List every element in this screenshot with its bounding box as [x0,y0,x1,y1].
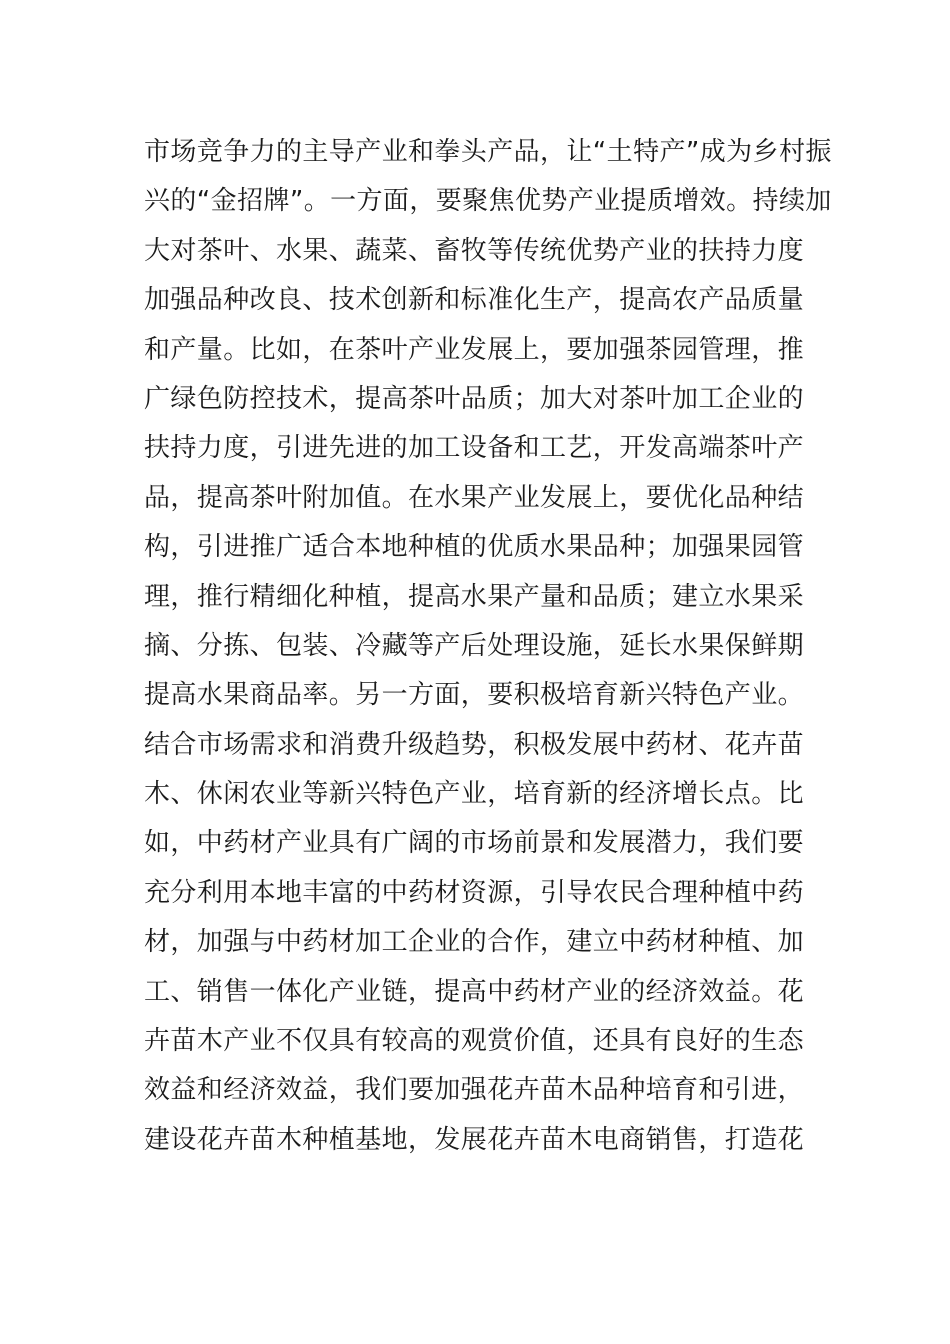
text-line: 和产量。比如，在茶叶产业发展上，要加强茶园管理，推 [144,334,805,365]
text-line: 兴的“金招牌”。一方面，要聚焦优势产业提质增效。持续加 [144,186,832,217]
text-line: 摘、分拣、包装、冷藏等产后处理设施，延长水果保鲜期 [144,630,805,661]
text-line: 结合市场需求和消费升级趋势，积极发展中药材、花卉苗 [144,729,805,760]
text-line: 市场竞争力的主导产业和拳头产品，让“土特产”成为乡村振 [144,137,832,167]
text-line: 如，中药材产业具有广阔的市场前景和发展潜力，我们要 [144,828,805,859]
text-line: 扶持力度，引进先进的加工设备和工艺，开发高端茶叶产 [144,433,805,464]
text-line: 效益和经济效益，我们要加强花卉苗木品种培育和引进， [144,1075,805,1106]
text-line: 充分利用本地丰富的中药材资源，引导农民合理种植中药 [144,877,805,908]
text-line: 构，引进推广适合本地种植的优质水果品种；加强果园管 [144,532,805,563]
text-line: 广绿色防控技术，提高茶叶品质；加大对茶叶加工企业的 [144,383,805,414]
text-line: 大对茶叶、水果、蔬菜、畜牧等传统优势产业的扶持力度 [144,235,805,266]
text-line: 理，推行精细化种植，提高水果产量和品质；建立水果采 [144,581,805,612]
text-line: 加强品种改良、技术创新和标准化生产，提高农产品质量 [144,285,805,316]
text-line: 提高水果商品率。另一方面，要积极培育新兴特色产业。 [144,680,805,711]
text-line: 卉苗木产业不仅具有较高的观赏价值，还具有良好的生态 [144,1026,805,1057]
body-paragraph [144,128,832,1165]
text-line: 木、休闲农业等新兴特色产业，培育新的经济增长点。比 [144,779,805,810]
text-line: 材，加强与中药材加工企业的合作，建立中药材种植、加 [144,927,805,958]
text-line: 工、销售一体化产业链，提高中药材产业的经济效益。花 [144,976,805,1007]
text-line: 建设花卉苗木种植基地，发展花卉苗木电商销售，打造花 [144,1124,805,1155]
text-line: 品，提高茶叶附加值。在水果产业发展上，要优化品种结 [144,482,805,513]
